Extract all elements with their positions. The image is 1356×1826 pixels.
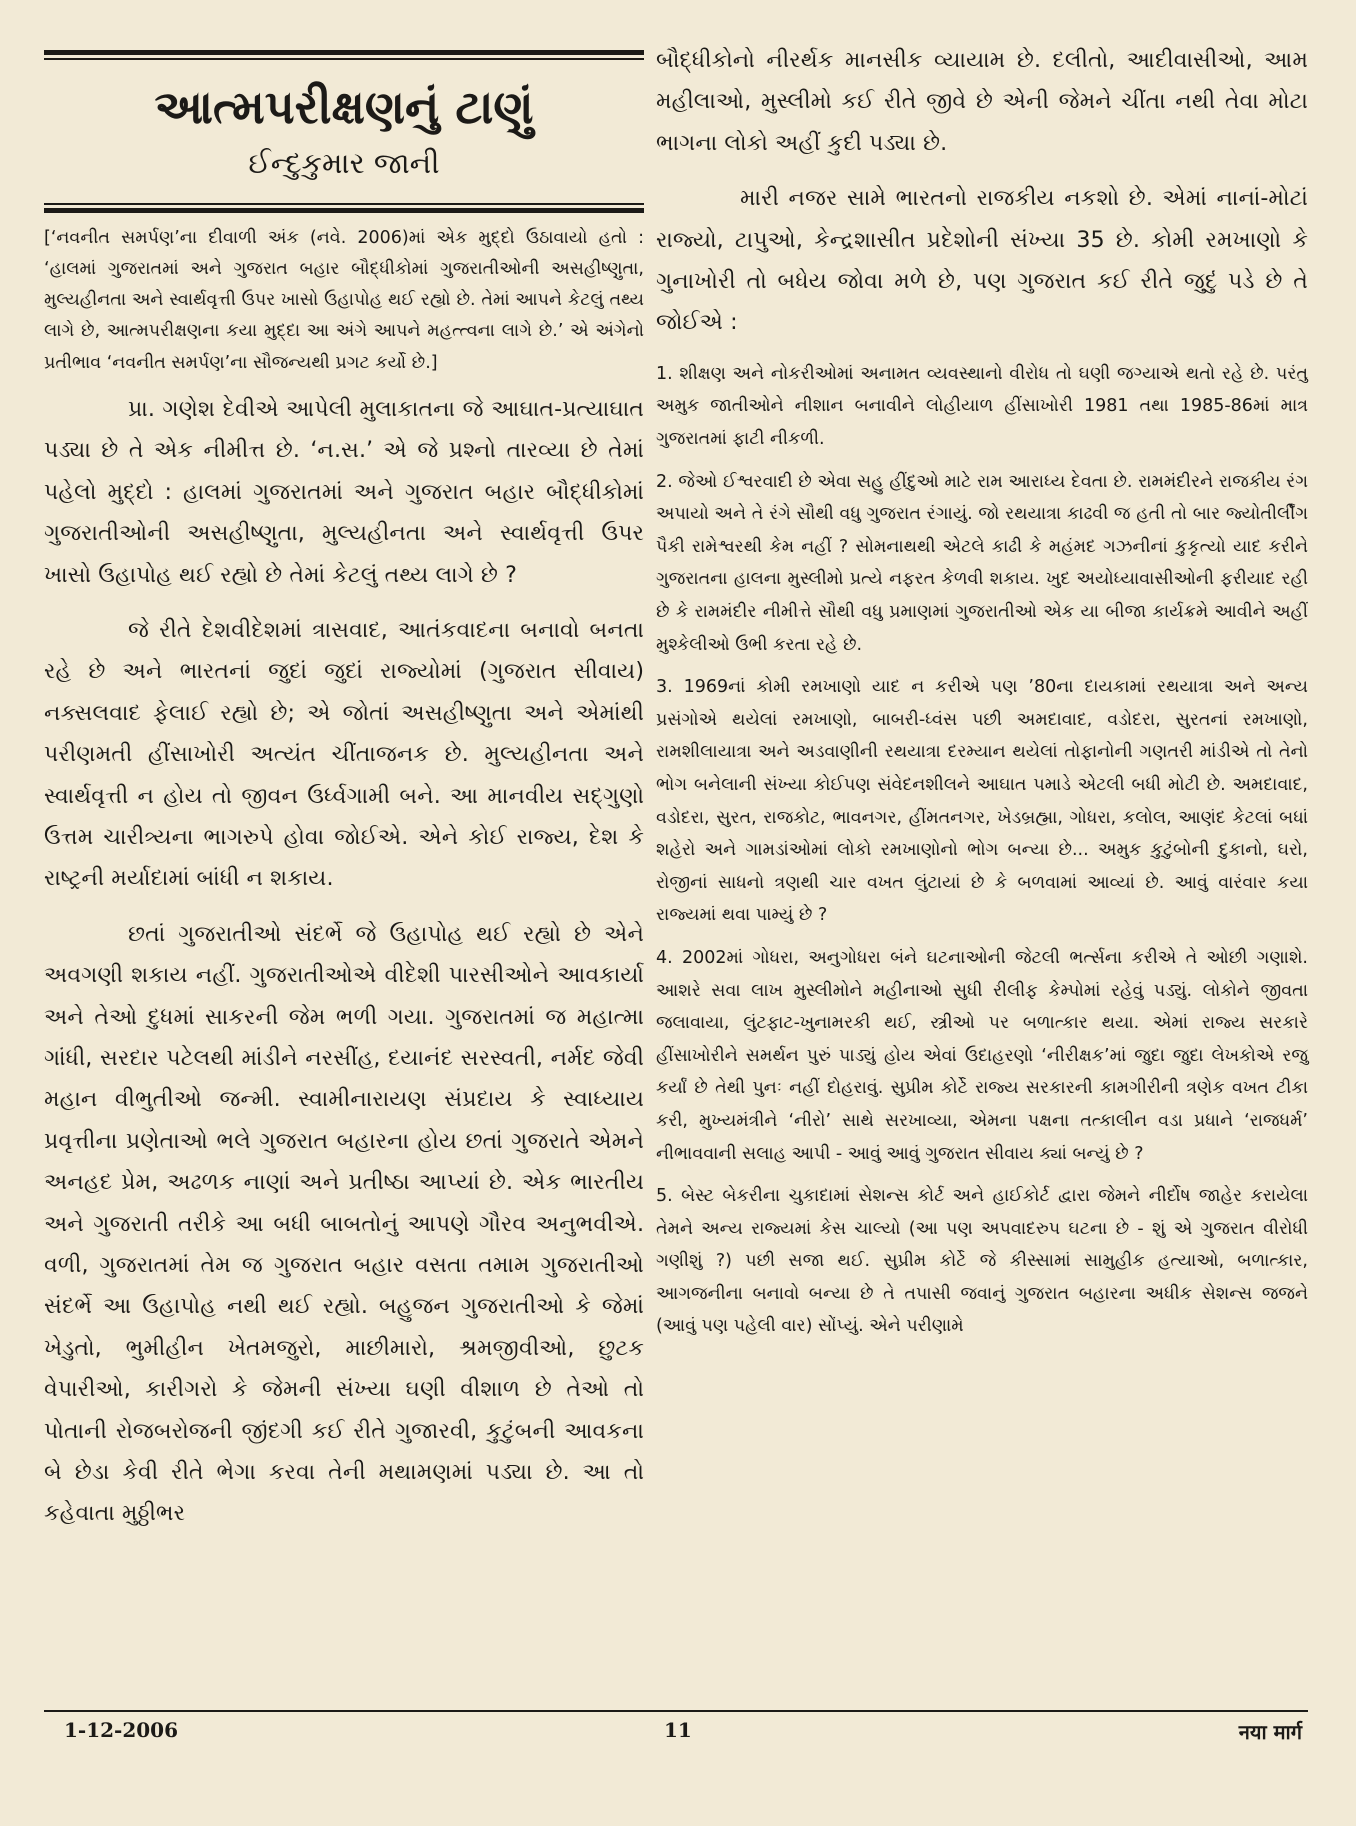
right-column	[656, 40, 1308, 1353]
page-footer	[44, 1718, 1308, 1758]
list-item: 5. બેસ્ટ બેકરીના ચુકાદામાં સેશન્સ કોર્ટ અને હાઈકોર્ટ દ્વારા જેમને નીર્દોષ જાહેર કરાયેલા તેમને અન્ય રાજ્યમાં કેસ ચાલ્યો (આ પણ અપવાદરુપ ઘટના છે - શું એ ગુજરાત વીરોધી ગણીશું ?) પછી સજા થઈ. સુપ્રીમ કોર્ટે જે કીસ્સામાં સામુહીક હત્યાઓ, બળાત્કાર, આગજનીના બનાવો બન્યા છે તે તપાસી જવાનું ગુજરાત બહારના અધીક સેશન્સ જજને (આવું પણ પહેલી વાર) સોંપ્યું. એને પરીણામે	[656, 1186, 1308, 1337]
list-item: 1. શીક્ષણ અને નોકરીઓમાં અનામત વ્યવસ્થાનો વીરોધ તો ઘણી જગ્યાએ થતો રહે છે. પરંતુ અમુક જાતીઓને નીશાન બનાવીને લોહીયાળ હીંસાખોરી 1981 તથા 1985-86માં માત્ર ગુજરાતમાં ફાટી નીકળી.	[656, 363, 1308, 450]
list-item: 3. 1969નાં કોમી રમખાણો યાદ ન કરીએ પણ ’80ના દાયકામાં રથયાત્રા અને અન્ય પ્રસંગોએ થયેલાં રમખાણો, બાબરી-ધ્વંસ પછી અમદાવાદ, વડોદરા, સુરતનાં રમખાણો, રામશીલાયાત્રા અને અડવાણીની રથયાત્રા દરમ્યાન થયેલાં તોફાનોની ગણતરી માંડીએ તો તેનો ભોગ બનેલાની સંખ્યા કોઈપણ સંવેદનશીલને આઘાત પમાડે એટલી બધી મોટી છે. અમદાવાદ, વડોદરા, સુરત, રાજકોટ, ભાવનગર, હીંમતનગર, ખેડબ્રહ્મા, ગોધરા, કલોલ, આણંદ કેટલાં બધાં શહેરો અને ગામડાંઓમાં લોકો રમખાણોનો ભોગ બન્યા છે... અમુક કુટુંબોની દુકાનો, ઘરો, રોજીનાં સાધનો ત્રણથી ચાર વખત લુંટાયાં છે કે બળવામાં આવ્યાં છે. આવું વારંવાર કયા રાજ્યમાં થવા પામ્યું છે ?	[656, 677, 1308, 926]
list-item: 2. જેઓ ઈશ્વરવાદી છે એવા સહુ હીંદુઓ માટે રામ આરાધ્ય દેવતા છે. રામમંદીરને રાજકીય રંગ અપાયો અને તે રંગે સૌથી વધુ ગુજરાત રંગાયું. જો રથયાત્રા કાઢવી જ હતી તો બાર જ્યોતીર્લીંગ પૈકી રામેશ્વરથી કેમ નહીં ? સોમનાથથી એટલે કાઢી કે મહંમદ ગઝનીનાં કુકૃત્યો યાદ કરીને ગુજરાતના હાલના મુસ્લીમો પ્રત્યે નફરત કેળવી શકાય. ખુદ અયોધ્યાવાસીઓની ફરીયાદ રહી છે કે રામમંદીર નીમીત્તે સૌથી વધુ પ્રમાણમાં ગુજરાતીઓ એક યા બીજા કાર્યક્રમે આવીને અહીં મુશ્કેલીઓ ઉભી કરતા રહે છે.	[656, 471, 1308, 655]
page-number: 11	[664, 1718, 692, 1742]
paragraph: મારી નજર સામે ભારતનો રાજકીય નકશો છે. એમાં નાનાં-મોટાં રાજ્યો, ટાપુઓ, કેન્દ્રશાસીત પ્રદેશોની સંખ્યા 35 છે. કોમી રમખાણો કે ગુનાખોરી તો બધેય જોવા મળે છે, પણ ગુજરાત કઈ રીતે જુદું પડે છે તે જોઈએ :	[656, 185, 1308, 336]
article-intro: [‘નવનીત સમર્પણ’ના દીવાળી અંક (નવે. 2006)માં એક મુદ્દો ઉઠાવાયો હતો : ‘હાલમાં ગુજરાતમાં અને ગુજરાત બહાર બૌદ્ધીકોમાં ગુજરાતીઓની અસહીષ્ણુતા, મુલ્યહીનતા અને સ્વાર્થવૃત્તી ઉપર ખાસો ઉહાપોહ થઈ રહ્યો છે. તેમાં આપને કેટલું તથ્ય લાગે છે, આત્મપરીક્ષણના કયા મુદ્દા આ અંગે આપને મહત્ત્વના લાગે છે.’ એ અંગેનો પ્રતીભાવ ‘નવનીત સમર્પણ’ના સૌજન્યથી પ્રગટ કર્યો છે.]	[44, 227, 644, 373]
article-author: ઈન્દુકુમાર જાની	[248, 146, 440, 181]
list-item: 4. 2002માં ગોધરા, અનુગોધરા બંને ઘટનાઓની જેટલી ભર્ત્સના કરીએ તે ઓછી ગણાશે. આશરે સવા લાખ મુસ્લીમોને મહીનાઓ સુધી રીલીફ કેમ્પોમાં રહેવું પડ્યું. લોકોને જીવતા જલાવાયા, લુંટફાટ-ખુનામરકી થઈ, સ્ત્રીઓ પર બળાત્કાર થયા. એમાં રાજ્ય સરકારે હીંસાખોરીને સમર્થન પુરું પાડ્યું હોય એવાં ઉદાહરણો ‘નીરીક્ષક’માં જુદા જુદા લેખકોએ રજુ કર્યાં છે તેથી પુનઃ નહીં દોહરાવું. સુપ્રીમ કોર્ટે રાજ્ય સરકારની કામગીરીની ત્રણેક વખત ટીકા કરી, મુખ્યમંત્રીને ‘નીરો’ સાથે સરખાવ્યા, એમના પક્ષના તત્કાલીન વડા પ્રધાને ‘રાજધર્મ’ નીભાવવાની સલાહ આપી - આવું આવું ગુજરાત સીવાય ક્યાં બન્યું છે ?	[656, 947, 1308, 1164]
magazine-name: नया मार्ग	[1238, 1720, 1302, 1744]
article-title: આત્મપરીક્ષણનું ટાણું	[154, 80, 534, 134]
paragraph: છતાં ગુજરાતીઓ સંદર્ભે જે ઉહાપોહ થઈ રહ્યો છે એને અવગણી શકાય નહીં. ગુજરાતીઓએ વીદેશી પારસીઓને આવકાર્યા અને તેઓ દુધમાં સાકરની જેમ ભળી ગયા. ગુજરાતમાં જ મહાત્મા ગાંધી, સરદાર પટેલથી માંડીને નરસીંહ, દયાનંદ સરસ્વતી, નર્મદ જેવી મહાન વીભુતીઓ જન્મી. સ્વામીનારાયણ સંપ્રદાય કે સ્વાધ્યાય પ્રવૃત્તીના પ્રણેતાઓ ભલે ગુજરાત બહારના હોય છતાં ગુજરાતે એમને અનહદ પ્રેમ, અઢળક નાણાં અને પ્રતીષ્ઠા આપ્યાં છે. એક ભારતીય અને ગુજરાતી તરીકે આ બધી બાબતોનું આપણે ગૌરવ અનુભવીએ. વળી, ગુજરાતમાં તેમ જ ગુજરાત બહાર વસતા તમામ ગુજરાતીઓ સંદર્ભે આ ઉહાપોહ નથી થઈ રહ્યો. બહુજન ગુજરાતીઓ કે જેમાં ખેડુતો, ભુમીહીન ખેતમજુરો, માછીમારો, શ્રમજીવીઓ, છુટક વેપારીઓ, કારીગરો કે જેમની સંખ્યા ઘણી વીશાળ છે તેઓ તો પોતાની રોજબરોજની જીંદગી કઈ રીતે ગુજારવી, કુટુંબની આવકના બે છેડા કેવી રીતે ભેગા કરવા તેની મથામણમાં પડ્યા છે. આ તો કહેવાતા મુઠ્ઠીભર	[44, 920, 644, 1527]
issue-date: 1-12-2006	[64, 1718, 179, 1742]
paragraph: જે રીતે દેશવીદેશમાં ત્રાસવાદ, આતંકવાદના બનાવો બનતા રહે છે અને ભારતનાં જુદાં જુદાં રાજ્યોમાં (ગુજરાત સીવાય) નક્સલવાદ ફેલાઈ રહ્યો છે; એ જોતાં અસહીષ્ણુતા અને એમાંથી પરીણમતી હીંસાખોરી અત્યંત ચીંતાજનક છે. મુલ્યહીનતા અને સ્વાર્થવૃત્તી ન હોય તો જીવન ઉર્ધ્વગામી બને. આ માનવીય સદ્ગુણો ઉત્તમ ચારીત્ર્યના ભાગરુપે હોવા જોઈએ. એને કોઈ રાજ્ય, દેશ કે રાષ્ટ્રની મર્યાદામાં બાંધી ન શકાય.	[44, 616, 644, 892]
title-bottom-rule	[44, 203, 644, 213]
paragraph: પ્રા. ગણેશ દેવીએ આપેલી મુલાકાતના જે આઘાત-પ્રત્યાઘાત પડ્યા છે તે એક નીમીત્ત છે. ‘ન.સ.’ એ જે પ્રશ્નો તારવ્યા છે તેમાં પહેલો મુદ્દો : હાલમાં ગુજરાતમાં અને ગુજરાત બહાર બૌદ્ધીકોમાં ગુજરાતીઓની અસહીષ્ણુતા, મુલ્યહીનતા અને સ્વાર્થવૃત્તી ઉપર ખાસો ઉહાપોહ થઈ રહ્યો છે તેમાં કેટલું તથ્ય લાગે છે ?	[44, 395, 644, 588]
left-column	[44, 50, 644, 1549]
title-top-rule	[44, 50, 644, 60]
paragraph: બૌદ્ધીકોનો નીરર્થક માનસીક વ્યાયામ છે. દલીતો, આદીવાસીઓ, આમ મહીલાઓ, મુસ્લીમો કઈ રીતે જીવે છે એની જેમને ચીંતા નથી તેવા મોટા ભાગના લોકો અહીં કુદી પડ્યા છે.	[656, 47, 1308, 156]
footer-rule	[44, 1710, 1308, 1712]
